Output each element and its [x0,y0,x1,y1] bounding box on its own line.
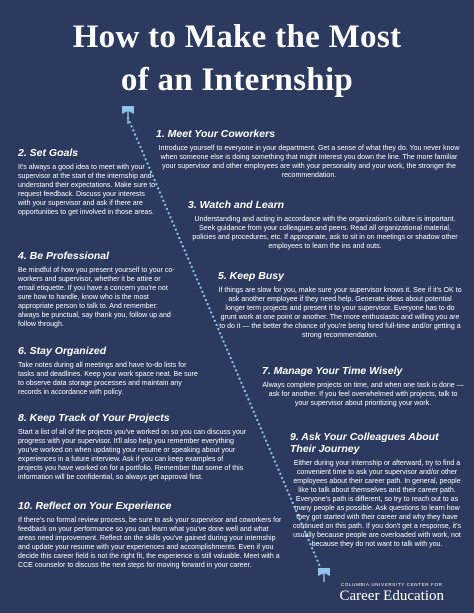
tip-body: Take notes during all meetings and have to-do lists for tasks and deadlines. Keep your work space neat. Be sure to observe data storage processes and maintain any records in accordance with policy. [18,362,198,396]
tip-body: Introduce yourself to everyone in your department. Get a sense of what they do. You never know when someone else is doing something that might interest you down the line. The more familiar your supervisor and other employees are with your personality and your work, the stronger the recommendation. [158,145,460,179]
tip-body: It's always a good idea to meet with your supervisor at the start of the internship and understand their expectations. Make sure to request feedback. Discuss your interests with your supervisor and ask if there are opportunities to get involved in those areas. [18,164,156,216]
tip-body: Always complete projects on time, and when one task is done — ask for another. If you feel overwhelmed with projects, talk to your supervisor about prioritizing your work. [262,382,464,407]
tip-heading: 1. Meet Your Coworkers [156,128,276,140]
career-education-logo [339,582,444,605]
tip-stay-organized [18,345,204,397]
tip-heading: 2. Set Goals [18,147,79,159]
tip-heading: 8. Keep Track of Your Projects [18,412,170,424]
tip-heading: 7. Manage Your Time Wisely [262,365,403,377]
tip-heading: 10. Reflect on Your Experience [18,500,172,512]
tip-heading: 4. Be Professional [18,250,110,262]
start-flag-icon [122,106,134,124]
tip-set-goals [18,147,156,217]
tip-heading: 3. Watch and Learn [188,199,285,211]
title-line-2: of an Internship [120,62,354,98]
tip-heading: 6. Stay Organized [18,345,107,357]
tip-body: Understanding and acting in accordance with the organization's culture is important. Seek guidance from your colleagues and peers. Read all organizational material, policies and procedures, etc. If appropriate, ask to sit in on meetings or shadow other employees to learn the ins and outs. [192,216,458,250]
tip-ask-colleagues [290,431,464,549]
tip-manage-time [262,365,464,408]
logo-org-big: Career Education [339,588,444,604]
title-line-1: How to Make the Most [72,19,402,55]
tip-track-projects [18,412,248,482]
tip-heading: 5. Keep Busy [218,270,284,282]
tip-heading: 9. Ask Your Colleagues About Their Journey [290,431,439,455]
tip-keep-busy [218,270,462,340]
end-flag-icon [318,568,330,582]
tip-body: Start a list of all of the projects you've worked on so you can discuss your progress with your supervisor. It'll also help you remember everything you've worked on when updating your resume or speaking about your experiences in a future interview. Ask if you can keep examples of projects you have worked on for a portfolio. Remember that some of this information will be confidential, so always get approval first. [18,429,247,481]
tip-be-professional [18,250,176,329]
tip-watch-and-learn [188,199,462,251]
tip-meet-coworkers [156,128,462,180]
tip-body: If things are slow for you, make sure your supervisor knows it. See if it's OK to ask another employee if they need help. Generate ideas about potential longer term projects and present it to your supervisor. Everyone has to do grunt work at one point or another. The more enthusiastic and willing you are to do it — the better the chance of you're being hired full-time and/or getting a strong recommendation. [218,287,462,339]
tip-body: Be mindful of how you present yourself to your co-workers and supervisor, whether it be attire or email etiquette. If you have a concern you're not sure how to handle, know who is the most appropriate person to talk to. And remember: always be punctual, say thank you, follow up and follow through. [18,267,175,328]
tip-reflect [18,500,282,570]
tip-body: Either during your internship or afterward, try to find a convenient time to ask your supervisor and/or other employees about their career path. In general, people like to talk about themselves and their career path. Everyone's path is different, so try to reach out to as many people as possible. Ask questions to learn how they got started with their career and why they have continued on this path. If you don't get a response, it's usually because people are overloaded with work, not because they do not want to talk with you. [292,460,461,548]
logo-org-small: COLUMBIA UNIVERSITY CENTER FOR [340,582,443,587]
tip-body: If there's no formal review process, be sure to ask your supervisor and coworkers for feedback on your performance so you can learn what you've done well and what areas need improvement. Reflect on the skills you've gained during your internship and update your resume with your experiences and accomplishments. Even if you decide this career field is not the right fit, the experience is still valuable. Meet with a CCE counselor to discuss the next steps for moving forward in your career. [18,517,282,569]
